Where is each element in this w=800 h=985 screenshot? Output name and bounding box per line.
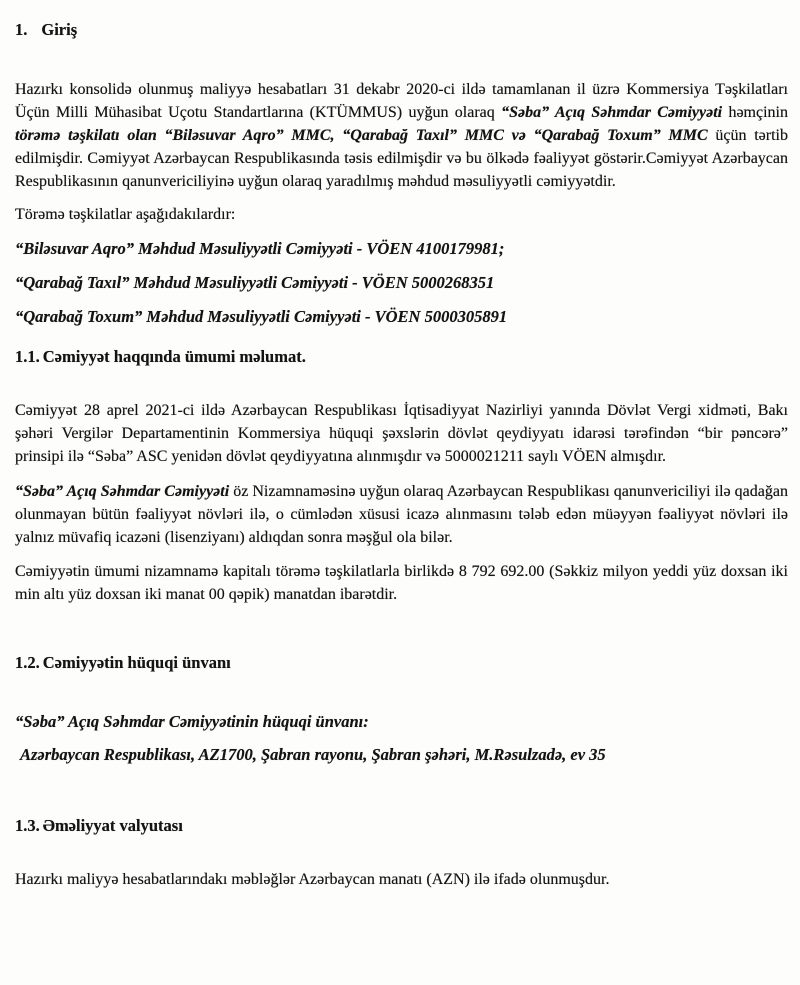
text-run: öz Nizamnaməsinə uyğun olaraq Azərbaycan Respublikası qanunvericiliyi ilə qadağan olunmayan bütün fəaliyyət növləri ilə, o cümlədən xüsusi icazə alınmasını tələb edən müəyyən fəaliyyət növləri ilə yalnız müvafiq icazəni (lisenziyanı) aldıqdan sonra məşğul ola bilər. [15, 483, 788, 546]
paragraph-charter-capital: Cəmiyyətin ümumi nizamnamə kapitalı törəmə təşkilatlarla birlikdə 8 792 692.00 (Səkkiz milyon yeddi yüz doxsan iki min altı yüz doxsan iki manat 00 qəpik) manatdan ibarətdir. [15, 563, 788, 603]
text-run-company-name: “Səba” Açıq Səhmdar Cəmiyyəti [15, 483, 230, 500]
subsidiary-line-qarabag-toxum: “Qarabağ Toxum” Məhdud Məsuliyyətli Cəmiyyəti - VÖEN 5000305891 [15, 307, 508, 326]
legal-address-line: Azərbaycan Respublikası, AZ1700, Şabran rayonu, Şabran şəhəri, M.Rəsulzadə, ev 35 [20, 745, 606, 764]
text-run: üçün tərtib edilmişdir. Cəmiyyət Azərbaycan Respublikasında təsis edilmişdir və bu ölkədə fəaliyyət göstərir.Cəmiyyət Azərbaycan Respublikasının qanunvericiliyinə uyğun olaraq yaradılmış məhdud məsuliyyətli cəmiyyətdir. [15, 127, 788, 190]
section-title: Əməliyyat valyutası [42, 816, 183, 835]
section-number: 1.3. [15, 816, 40, 835]
section-number: 1. [15, 20, 28, 39]
text-run: həmçinin [722, 104, 788, 121]
subsidiary-line-qarabag-taxil: “Qarabağ Taxıl” Məhdud Məsuliyyətli Cəmiyyəti - VÖEN 5000268351 [15, 273, 495, 292]
section-number: 1.2. [15, 653, 40, 672]
section-heading-1-2 [15, 651, 788, 674]
section-heading-1-1 [15, 345, 788, 368]
section-title: Cəmiyyətin hüquqi ünvanı [42, 653, 231, 672]
paragraph-registration: Cəmiyyət 28 aprel 2021-ci ildə Azərbaycan Respublikası İqtisadiyyat Nazirliyi yanında Dövlət Vergi xidməti, Bakı şəhəri Vergilər Departamentinin Kommersiya hüquqi şəxslərin dövlət qeydiyyatı idarəsi tərəfindən “bir pəncərə” prinsipi ilə “Səba” ASC yenidən dövlət qeydiyyatına alınmışdır və 5000021211 saylı VÖEN almışdır. [15, 402, 788, 465]
legal-address-caption: “Səba” Açıq Səhmdar Cəmiyyətinin hüquqi ünvanı: [15, 712, 369, 731]
section-heading-giris [15, 18, 788, 41]
paragraph-activity [15, 480, 788, 549]
paragraph-intro [15, 78, 788, 193]
text-run: Hazırkı konsolidə olunmuş maliyyə hesabatları 31 dekabr 2020-ci ildə tamamlanan il üzrə Kommersiya Təşkilatları Üçün Milli Mühasibat Uçotu Standartlarına (KTÜMMUS) uyğun olaraq [15, 81, 788, 121]
section-title: Giriş [41, 20, 78, 39]
text-run-company-name: “Səba” Açıq Səhmdar Cəmiyyəti [501, 104, 723, 121]
paragraph-currency: Hazırkı maliyyə hesabatlarındakı məbləğlər Azərbaycan manatı (AZN) ilə ifadə olunmuşdur. [15, 871, 610, 888]
section-title: Cəmiyyət haqqında ümumi məlumat. [42, 347, 306, 366]
text-run-subsidiary-names: törəmə təşkilatı olan “Biləsuvar Aqro” MMC, “Qarabağ Taxıl” MMC və “Qarabağ Toxum” MMC [15, 127, 708, 144]
section-number: 1.1. [15, 347, 40, 366]
section-heading-1-3 [15, 814, 788, 837]
subsidiaries-intro-line: Törəmə təşkilatlar aşağıdakılardır: [15, 206, 236, 223]
subsidiary-line-bilasuvar-aqro: “Biləsuvar Aqro” Məhdud Məsuliyyətli Cəmiyyəti - VÖEN 4100179981; [15, 239, 505, 258]
